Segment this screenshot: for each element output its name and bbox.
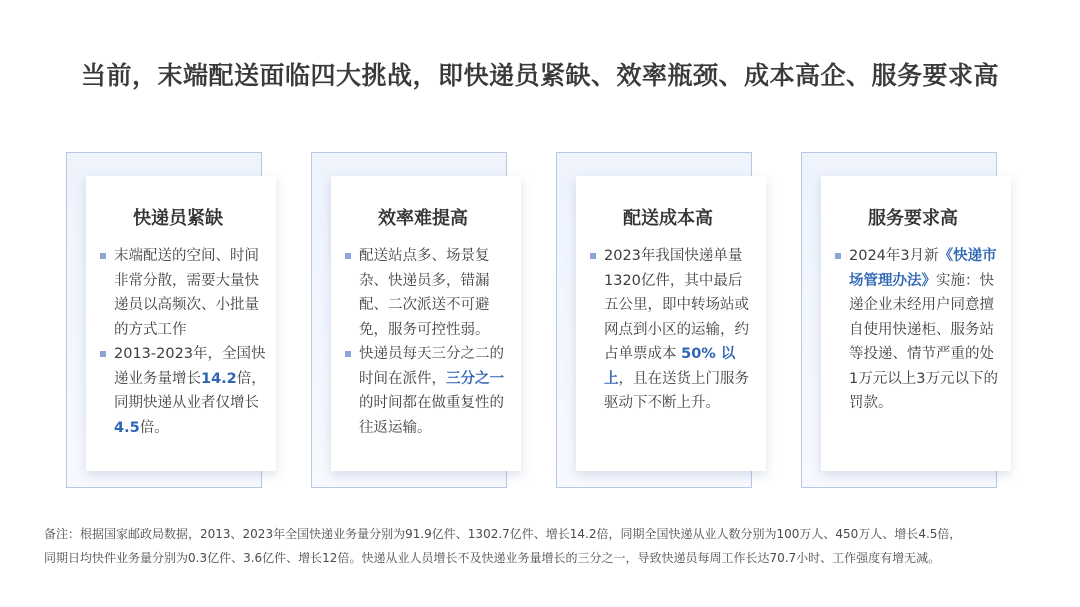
card-panel [331,176,521,471]
bullet-text: 2023年我国快递单量1320亿件，其中最后五公里，即中转场站或网点到小区的运输，约占单票成本 [604,248,749,362]
highlight-value: 14.2 [201,370,237,387]
footnote [44,522,1054,570]
bullet-text: 2024年3月新 [849,248,939,264]
bullet-text: 末端配送的空间、时间非常分散，需要大量快递员以高频次、小批量的方式工作 [114,248,259,338]
bullet-item [343,244,511,342]
bullet-text: 倍。 [139,419,169,436]
card-panel [821,176,1011,471]
challenge-card-courier-shortage [66,152,266,488]
bullet-item [588,244,756,416]
square-bullet-icon [345,253,351,259]
highlight-value: 《快递市场管理办法》 [849,248,997,289]
bullet-text: 倍，同期快递从业者仅增长 [114,370,266,411]
card-heading: 快递员紧缺 [133,208,223,229]
square-bullet-icon [345,351,351,357]
bullet-item [833,244,1001,416]
challenge-card-service-requirements [801,152,997,488]
bullet-text: 实施：快递企业未经用户同意擅自使用快递柜、服务站等投递、情节严重的处1万元以上3万元以下的罚款。 [849,272,998,411]
challenge-card-efficiency [311,152,507,488]
bullet-text: 2013-2023年，全国快递业务量增长 [114,346,266,387]
footnote-line: 同期日均快件业务量分别为0.3亿件、3.6亿件、增长12倍。快递从业人员增长不及快递业务量增长的三分之一，导致快递员每周工作长达70.7小时、工作强度有增无减。 [44,551,941,565]
card-panel [86,176,276,471]
square-bullet-icon [590,253,596,259]
bullet-text: 配送站点多、场景复杂、快递员多，错漏配、二次派送不可避免，服务可控性弱。 [359,248,490,338]
highlight-value: 4.5 [114,419,140,436]
challenge-card-delivery-cost [556,152,752,488]
card-heading: 效率难提高 [378,208,468,229]
card-heading: 配送成本高 [623,208,713,229]
highlight-value: 三分之一 [446,370,504,387]
square-bullet-icon [100,253,106,259]
footnote-line: 备注：根据国家邮政局数据，2013、2023年全国快递业务量分别为91.9亿件、1302.7亿件、增长14.2倍，同期全国快递从业人数分别为100万人、450万人、增长4.5倍， [44,527,962,541]
card-panel [576,176,766,471]
bullet-text: ，且在送货上门服务驱动下不断上升。 [604,370,749,411]
bullet-item [343,342,511,440]
square-bullet-icon [835,253,841,259]
bullet-text: 快递员每天三分之二的时间在派件， [359,346,504,387]
square-bullet-icon [100,351,106,357]
page-title: 当前，末端配送面临四大挑战，即快递员紧缺、效率瓶颈、成本高企、服务要求高 [80,61,999,90]
bullet-text: 的时间都在做重复性的往返运输。 [359,395,504,436]
bullet-item [98,244,266,342]
card-heading: 服务要求高 [868,208,958,229]
bullet-item [98,342,266,440]
highlight-value: 50% 以上 [604,346,736,387]
